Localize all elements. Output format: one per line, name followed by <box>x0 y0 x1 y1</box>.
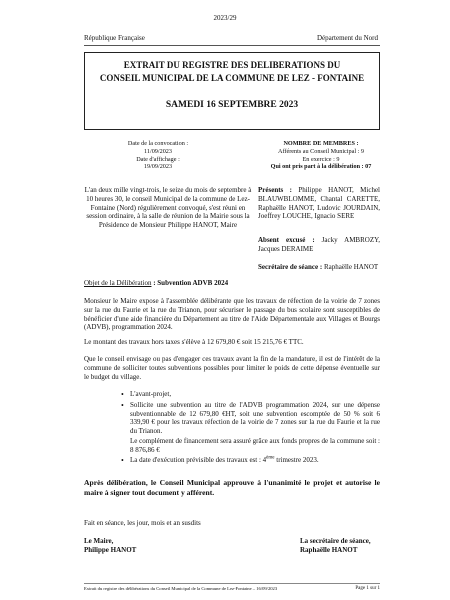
conclusion-paragraph: Après délibération, le Conseil Municipal approuve à l'unanimité le projet et autorise le maire à signer tout document y afférent. <box>84 478 380 497</box>
session-date: SAMEDI 16 SEPTEMBRE 2023 <box>165 100 299 110</box>
present-label: Présents : <box>258 186 292 194</box>
document-reference: 2023/29 <box>213 14 237 22</box>
secretary-signature <box>300 537 371 555</box>
object-label: Objet de la Délibération <box>84 279 152 287</box>
members-block <box>262 140 380 171</box>
bullet-avant-projet: • L'avant-projet, <box>130 390 380 399</box>
paragraph-1: Monsieur le Maire expose à l'assemblée délibérante que les travaux de réfection de la voirie de 7 zones sur la rue du Faurie et la rue du Trianon, pour sécuriser le passage du bus scolaire sont susceptibles de bénéficier d'une aide financière du Département au titre de l'Aide Départementale aux Villages et Bourgs (ADVB), programmation 2024. <box>84 297 380 332</box>
title-line-2: CONSEIL MUNICIPAL DE LA COMMUNE DE LEZ - FONTAINE <box>99 73 365 83</box>
dates-block <box>100 140 216 171</box>
present-names: Philippe HANOT, Michel BLAUWBLOMME, Chantal CARETTE, Raphaëlle HANOT, Ludovic JOURDAIN, Joeffrey LOUCHE, Ignacio SERE <box>258 186 380 221</box>
mayor-role: Le Maire, <box>84 537 114 545</box>
financing-complement: Le complément de financement sera assuré grâce aux fonds propres de la commune soit : 8 876,86 € <box>130 436 380 454</box>
header-republique: République Française <box>84 34 145 42</box>
header-departement: Département du Nord <box>316 34 378 42</box>
secretary-line <box>258 263 390 272</box>
members-heading: NOMBRE DE MEMBRES : <box>283 140 359 147</box>
title-box <box>84 52 380 130</box>
footer-divider <box>84 583 380 584</box>
paragraph-3: Que le conseil envisage ou pas d'engager ces travaux avant la fin de la mandature, il est de l'intérêt de la commune de solliciter toutes subventions possibles pour limiter le poids de cette dépense éventuelle sur le budget du village. <box>84 355 380 381</box>
deliberation-object <box>84 279 380 288</box>
mayor-signature <box>84 537 136 555</box>
decision-list <box>114 390 380 467</box>
title-line-1: EXTRAIT DU REGISTRE DES DELIBERATIONS DU <box>123 60 341 70</box>
bullet-execution-date: • La date d'exécution prévisible des travaux est : 4ème trimestre 2023. <box>130 456 380 465</box>
absent-label: Absent excusé : <box>258 236 315 244</box>
footer-text: Extrait du registre des délibérations du Conseil Municipal de la Commune de Lez-Fontaine – 16/09/2023 <box>84 586 278 591</box>
bullet-subvention: • Sollicite une subvention au titre de l'ADVB programmation 2024, sur une dépense subventionnable de 12 679,80 €HT, soit une subvention escomptée de 50 % soit 6 339,90 € pour les travaux réfection de la voirie de 7 zones sur la rue du Faurie et la rue du Trianon. Le complément de financement sera assuré grâce aux fonds propres de la commune soit : 8 876,86 € <box>130 401 380 455</box>
paragraph-2: Le montant des travaux hors taxes s'élève à 12 679,80 € soit 15 215,76 € TTC. <box>84 338 304 346</box>
convocation-label: Date de la convocation : <box>127 140 189 147</box>
absent-names: Jacky AMBROZY, Jacques DERAIME <box>258 236 380 253</box>
members-afferents: Afférents au Conseil Municipal : 9 <box>278 147 364 155</box>
secretary-label: Secrétaire de séance : <box>258 263 323 271</box>
members-voting: Qui ont pris part à la délibération : 07 <box>270 163 372 171</box>
absent-members <box>258 236 380 254</box>
convocation-date: 11/09/2023 <box>144 147 172 155</box>
closing-statement: Fait en séance, les jour, mois et an susdits <box>84 519 201 527</box>
secretary-signature-name: Raphaëlle HANOT <box>300 546 358 555</box>
footer-page-number: Page 1 sur 1 <box>355 586 380 591</box>
affichage-date: 19/09/2023 <box>143 163 173 171</box>
members-exercice: En exercice : 9 <box>302 155 340 163</box>
present-members <box>258 186 380 221</box>
object-value: : Subvention ADVB 2024 <box>151 279 229 287</box>
intro-paragraph: L'an deux mille vingt-trois, le seize du mois de septembre à 10 heures 30, le conseil Municipal de la commune de Lez-Fontaine (Nord) régulièrement convoqué, s'est réuni en session ordinaire, à la salle de réunion de la Mairie sous la Présidence de Monsieur Philippe HANOT, Maire <box>84 186 252 229</box>
mayor-name: Philippe HANOT <box>84 546 137 555</box>
header-divider <box>84 45 380 46</box>
affichage-label: Date d'affichage : <box>136 155 180 163</box>
secretary-role: La secrétaire de séance, <box>300 537 371 545</box>
secretary-name: Raphaëlle HANOT <box>323 263 379 271</box>
